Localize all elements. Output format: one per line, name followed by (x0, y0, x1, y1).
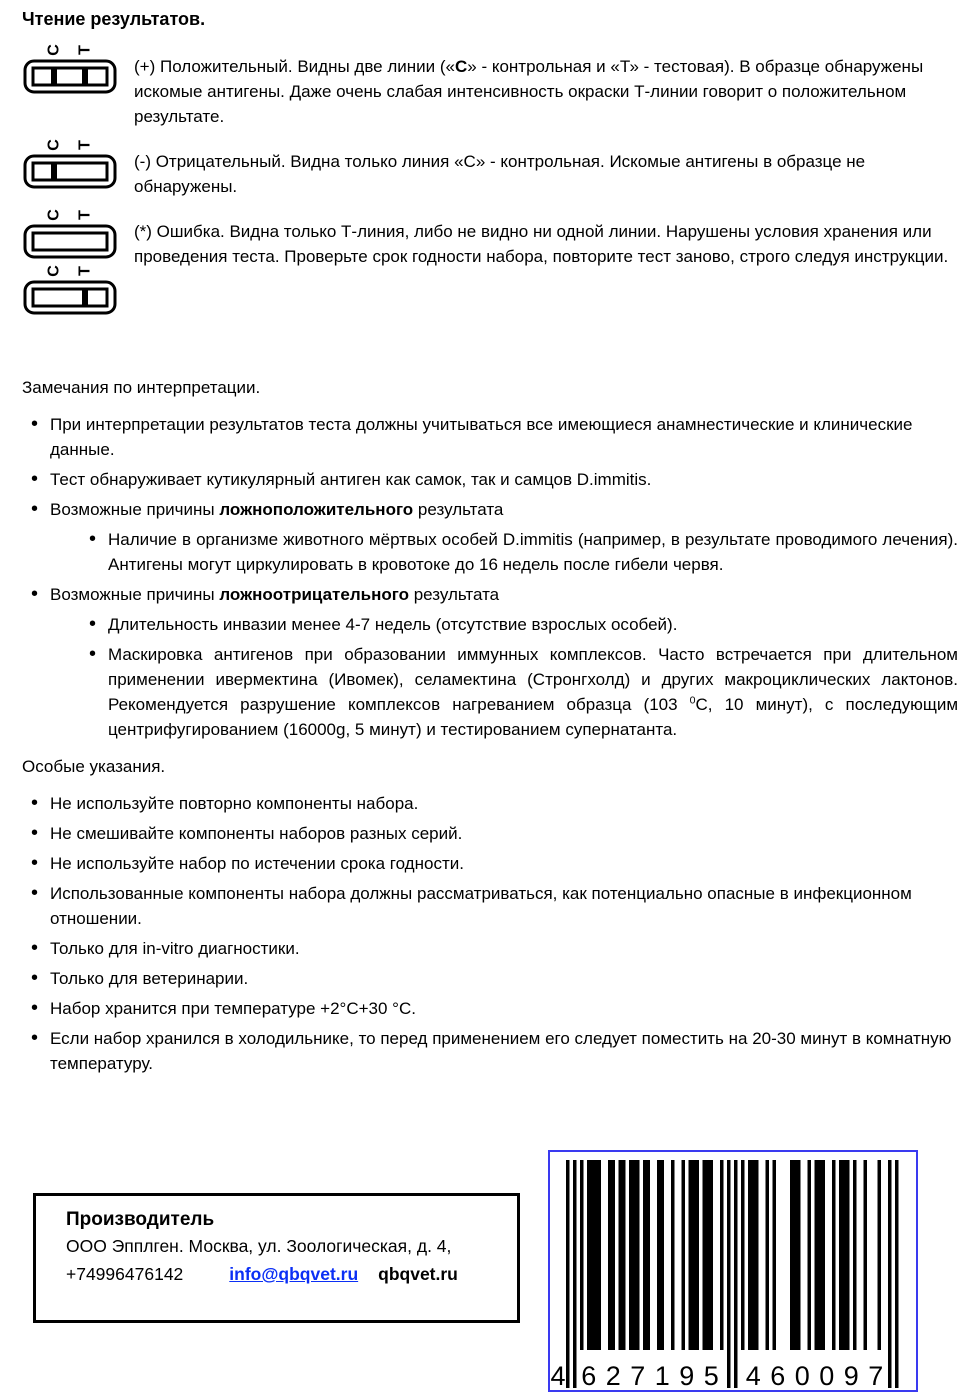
barcode (548, 1150, 918, 1392)
svg-text:4: 4 (550, 1361, 566, 1390)
svg-text:0: 0 (819, 1361, 835, 1390)
sub-list-item (80, 612, 958, 637)
list-item-text: Не используйте повторно компоненты набора. (50, 794, 419, 813)
error-no-lines-cassette-icon (22, 207, 118, 259)
control-line-label: C (45, 209, 63, 221)
positive-cassette-icon-col (22, 42, 118, 94)
result-row-negative (22, 137, 958, 199)
interpretation-list (22, 412, 958, 742)
svg-text:7: 7 (630, 1361, 646, 1390)
svg-text:0: 0 (794, 1361, 810, 1390)
svg-text:9: 9 (843, 1361, 859, 1390)
svg-text:7: 7 (868, 1361, 884, 1390)
list-item (22, 996, 958, 1021)
error-result-text: (*) Ошибка. Видна только Т-линия, либо не видно ни одной линии. Нарушены условия хранения или проведения теста. Проверьте срок годности набора, повторите тест заново, строго следуя инструкции. (134, 222, 949, 266)
manufacturer-email-link[interactable]: info@qbqvet.ru (229, 1264, 359, 1284)
svg-text:9: 9 (679, 1361, 695, 1390)
list-item (22, 582, 958, 742)
control-line-label: C (45, 44, 63, 56)
negative-result-cassette-icon (22, 137, 118, 189)
sub-list-item (80, 527, 958, 577)
list-item (22, 467, 958, 492)
manufacturer-box (33, 1193, 520, 1323)
list-item (22, 791, 958, 816)
c-line (51, 67, 57, 86)
list-item (22, 821, 958, 846)
sub-list-item (80, 642, 958, 742)
svg-text:1: 1 (654, 1361, 670, 1390)
list-item-text: Набор хранится при температуре +2°С+30 °С. (50, 999, 416, 1018)
positive-result-text: (+) Положительный. Видны две линии («C» - контрольная и «Т» - тестовая). В образце обнаружены искомые антигены. Даже очень слабая интенсивность окраски Т-линии говорит о положительном результате. (134, 57, 924, 126)
test-line-label: T (76, 140, 94, 150)
manufacturer-address: ООО Эпплген. Москва, ул. Зоологическая, д. 4, (66, 1236, 452, 1256)
control-line-label: C (45, 265, 63, 277)
interpretation-heading: Замечания по интерпретации. (22, 378, 261, 397)
page-title: Чтение результатов. (22, 9, 206, 29)
list-item-text: Только для in-vitro диагностики. (50, 939, 300, 958)
list-item-text: Если набор хранился в холодильнике, то перед применением его следует поместить на 20-30 минут в комнатную температуру. (50, 1029, 952, 1073)
barcode-svg (550, 1152, 916, 1390)
list-item (22, 497, 958, 577)
sub-list-item-text: Наличие в организме животного мёртвых особей D.immitis (например, в результате проводимого лечения). Антигены могут циркулировать в кровотоке до 16 недель после гибели червя. (108, 530, 958, 574)
list-item (22, 936, 958, 961)
svg-text:5: 5 (703, 1361, 719, 1390)
svg-text:6: 6 (770, 1361, 786, 1390)
result-row-positive (22, 42, 958, 129)
list-item (22, 1026, 958, 1076)
list-item-text: Тест обнаруживает кутикулярный антиген как самок, так и самцов D.immitis. (50, 470, 652, 489)
list-item (22, 851, 958, 876)
test-line-label: T (76, 45, 94, 55)
list-item-text: Использованные компоненты набора должны рассматриваться, как потенциально опасные в инфекционном отношении. (50, 884, 912, 928)
list-item-text: Возможные причины ложноположительного результата (50, 500, 504, 519)
special-instructions-heading: Особые указания. (22, 757, 166, 776)
negative-result-text: (-) Отрицательный. Видна только линия «С» - контрольная. Искомые антигены в образце не обнаружены. (134, 152, 866, 196)
manufacturer-website: qbqvet.ru (378, 1264, 458, 1284)
list-item-text: Не смешивайте компоненты наборов разных серий. (50, 824, 463, 843)
sub-list-item-text: Маскировка антигенов при образовании иммунных комплексов. Часто встречается при длительном применении ивермектина (Ивомек), селамектина (Стронгхолд) и других макроциклических лактонов. Рекомендуется разрушение комплексов нагреванием образца (103 $^0$С, 10 минут), с последующим центрифугированием (16000g, 5 минут) и тестированием супернатанта. (108, 645, 959, 739)
list-item-text: При интерпретации результатов теста должны учитываться все имеющиеся анамнестические и клинические данные. (50, 415, 913, 459)
list-item-text: Только для ветеринарии. (50, 969, 249, 988)
control-line-label: C (45, 139, 63, 151)
positive-result-cassette-icon (22, 42, 118, 94)
error-t-line-cassette-icon (22, 263, 118, 315)
result-row-error (22, 207, 958, 315)
test-line-label: T (76, 266, 94, 276)
special-instructions-list (22, 791, 958, 1076)
error-cassette-icon-col (22, 207, 118, 315)
manufacturer-heading: Производитель (66, 1209, 215, 1230)
test-line-label: T (76, 210, 94, 220)
svg-text:6: 6 (581, 1361, 597, 1390)
list-item (22, 412, 958, 462)
t-line (82, 67, 88, 86)
manufacturer-contacts (66, 1260, 501, 1288)
list-item-text: Возможные причины ложноотрицательного результата (50, 585, 500, 604)
negative-cassette-icon-col (22, 137, 118, 189)
t-line (82, 288, 88, 307)
list-item (22, 881, 958, 931)
sub-list-item-text: Длительность инвазии менее 4-7 недель (отсутствие взрослых особей). (108, 615, 678, 634)
list-item-text: Не используйте набор по истечении срока годности. (50, 854, 464, 873)
svg-text:2: 2 (605, 1361, 621, 1390)
list-item (22, 966, 958, 991)
manufacturer-phone: +74996476142 (66, 1264, 184, 1284)
results-section (22, 42, 958, 315)
svg-text:4: 4 (745, 1361, 761, 1390)
c-line (51, 162, 57, 181)
